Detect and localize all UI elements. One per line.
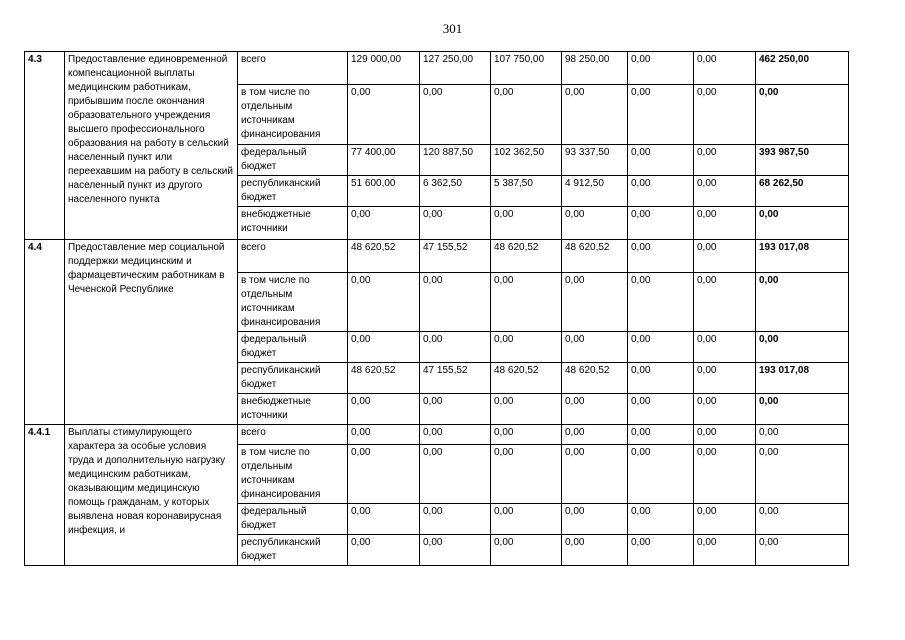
- total-cell: 0,00: [756, 394, 849, 425]
- table-row: [25, 240, 849, 273]
- amount-cell: 0,00: [628, 445, 694, 504]
- amount-cell: 0,00: [694, 240, 756, 273]
- funding-source: федеральный бюджет: [238, 145, 348, 176]
- amount-cell: 0,00: [562, 445, 628, 504]
- amount-cell: 0,00: [491, 207, 562, 240]
- amount-cell: 0,00: [628, 363, 694, 394]
- amount-cell: 0,00: [562, 273, 628, 332]
- amount-cell: 0,00: [694, 504, 756, 535]
- funding-source: в том числе по отдельным источникам финансирования: [238, 85, 348, 145]
- amount-cell: 0,00: [694, 85, 756, 145]
- amount-cell: 77 400,00: [348, 145, 420, 176]
- section-name: Предоставление единовременной компенсационной выплаты медицинским работникам, прибывшим после окончания образовательного учреждения высшего профессионального образования на работу в сельский населенный пункт или переехавшим на работу в сельский населенный пункт из другого населенного пункта: [65, 52, 238, 240]
- funding-source: республиканский бюджет: [238, 363, 348, 394]
- amount-cell: 0,00: [491, 535, 562, 566]
- funding-source: республиканский бюджет: [238, 535, 348, 566]
- amount-cell: 51 600,00: [348, 176, 420, 207]
- amount-cell: 0,00: [628, 425, 694, 445]
- amount-cell: 0,00: [628, 535, 694, 566]
- funding-source: республиканский бюджет: [238, 176, 348, 207]
- amount-cell: 0,00: [694, 535, 756, 566]
- section-code: 4.3: [25, 52, 65, 240]
- total-cell: 462 250,00: [756, 52, 849, 85]
- amount-cell: 0,00: [694, 425, 756, 445]
- amount-cell: 127 250,00: [420, 52, 491, 85]
- amount-cell: 0,00: [420, 535, 491, 566]
- total-cell: 393 987,50: [756, 145, 849, 176]
- amount-cell: 0,00: [694, 332, 756, 363]
- amount-cell: 6 362,50: [420, 176, 491, 207]
- amount-cell: 98 250,00: [562, 52, 628, 85]
- amount-cell: 48 620,52: [348, 363, 420, 394]
- table-row: [25, 425, 849, 445]
- amount-cell: 0,00: [628, 207, 694, 240]
- amount-cell: 48 620,52: [491, 363, 562, 394]
- section-name: Выплаты стимулирующего характера за особые условия труда и дополнительную нагрузку медицинским работникам, оказывающим медицинскую помощь гражданам, у которых выявлена новая коронавирусная инфекция, и: [65, 425, 238, 566]
- amount-cell: 0,00: [694, 145, 756, 176]
- funding-source: внебюджетные источники: [238, 207, 348, 240]
- amount-cell: 48 620,52: [562, 240, 628, 273]
- total-cell: 0,00: [756, 273, 849, 332]
- amount-cell: 0,00: [491, 504, 562, 535]
- amount-cell: 0,00: [420, 394, 491, 425]
- amount-cell: 0,00: [562, 535, 628, 566]
- amount-cell: 0,00: [562, 425, 628, 445]
- amount-cell: 0,00: [491, 445, 562, 504]
- amount-cell: 0,00: [348, 394, 420, 425]
- amount-cell: 0,00: [348, 445, 420, 504]
- amount-cell: 0,00: [562, 394, 628, 425]
- amount-cell: 93 337,50: [562, 145, 628, 176]
- funding-source: всего: [238, 52, 348, 85]
- section-code: 4.4: [25, 240, 65, 425]
- funding-source: в том числе по отдельным источникам финансирования: [238, 273, 348, 332]
- amount-cell: 0,00: [628, 85, 694, 145]
- amount-cell: 0,00: [694, 445, 756, 504]
- amount-cell: 0,00: [562, 504, 628, 535]
- amount-cell: 48 620,52: [491, 240, 562, 273]
- funding-source: федеральный бюджет: [238, 332, 348, 363]
- amount-cell: 0,00: [348, 207, 420, 240]
- total-cell: 193 017,08: [756, 240, 849, 273]
- section-name: Предоставление мер социальной поддержки медицинским и фармацевтическим работникам в Чеченской Республике: [65, 240, 238, 425]
- amount-cell: 0,00: [420, 504, 491, 535]
- amount-cell: 0,00: [420, 425, 491, 445]
- amount-cell: 4 912,50: [562, 176, 628, 207]
- amount-cell: 129 000,00: [348, 52, 420, 85]
- amount-cell: 48 620,52: [562, 363, 628, 394]
- budget-table: [24, 51, 849, 566]
- amount-cell: 0,00: [348, 273, 420, 332]
- amount-cell: 0,00: [694, 176, 756, 207]
- amount-cell: 0,00: [694, 52, 756, 85]
- amount-cell: 0,00: [420, 273, 491, 332]
- amount-cell: 5 387,50: [491, 176, 562, 207]
- amount-cell: 0,00: [694, 207, 756, 240]
- total-cell: 0,00: [756, 535, 849, 566]
- amount-cell: 0,00: [420, 332, 491, 363]
- amount-cell: 0,00: [628, 394, 694, 425]
- total-cell: 68 262,50: [756, 176, 849, 207]
- amount-cell: 0,00: [348, 425, 420, 445]
- amount-cell: 48 620,52: [348, 240, 420, 273]
- amount-cell: 0,00: [491, 332, 562, 363]
- amount-cell: 0,00: [420, 207, 491, 240]
- funding-source: всего: [238, 240, 348, 273]
- table-row: [25, 52, 849, 85]
- amount-cell: 0,00: [491, 394, 562, 425]
- amount-cell: 0,00: [420, 445, 491, 504]
- amount-cell: 0,00: [348, 504, 420, 535]
- funding-source: внебюджетные источники: [238, 394, 348, 425]
- amount-cell: 0,00: [491, 85, 562, 145]
- amount-cell: 102 362,50: [491, 145, 562, 176]
- amount-cell: 0,00: [628, 176, 694, 207]
- amount-cell: 0,00: [348, 535, 420, 566]
- amount-cell: 0,00: [694, 273, 756, 332]
- amount-cell: 0,00: [694, 394, 756, 425]
- amount-cell: 0,00: [562, 207, 628, 240]
- amount-cell: 0,00: [628, 145, 694, 176]
- amount-cell: 0,00: [491, 425, 562, 445]
- section-code: 4.4.1: [25, 425, 65, 566]
- amount-cell: 0,00: [491, 273, 562, 332]
- amount-cell: 107 750,00: [491, 52, 562, 85]
- total-cell: 0,00: [756, 85, 849, 145]
- funding-source: всего: [238, 425, 348, 445]
- amount-cell: 0,00: [628, 504, 694, 535]
- amount-cell: 0,00: [348, 332, 420, 363]
- amount-cell: 0,00: [628, 52, 694, 85]
- amount-cell: 0,00: [628, 240, 694, 273]
- page-number: 301: [442, 21, 463, 36]
- total-cell: 193 017,08: [756, 363, 849, 394]
- total-cell: 0,00: [756, 207, 849, 240]
- total-cell: 0,00: [756, 504, 849, 535]
- amount-cell: 0,00: [562, 85, 628, 145]
- amount-cell: 0,00: [562, 332, 628, 363]
- funding-source: федеральный бюджет: [238, 504, 348, 535]
- amount-cell: 120 887,50: [420, 145, 491, 176]
- amount-cell: 47 155,52: [420, 363, 491, 394]
- amount-cell: 0,00: [694, 363, 756, 394]
- total-cell: 0,00: [756, 425, 849, 445]
- amount-cell: 0,00: [348, 85, 420, 145]
- total-cell: 0,00: [756, 445, 849, 504]
- amount-cell: 47 155,52: [420, 240, 491, 273]
- amount-cell: 0,00: [420, 85, 491, 145]
- total-cell: 0,00: [756, 332, 849, 363]
- amount-cell: 0,00: [628, 332, 694, 363]
- amount-cell: 0,00: [628, 273, 694, 332]
- funding-source: в том числе по отдельным источникам финансирования: [238, 445, 348, 504]
- table-body: [25, 52, 849, 566]
